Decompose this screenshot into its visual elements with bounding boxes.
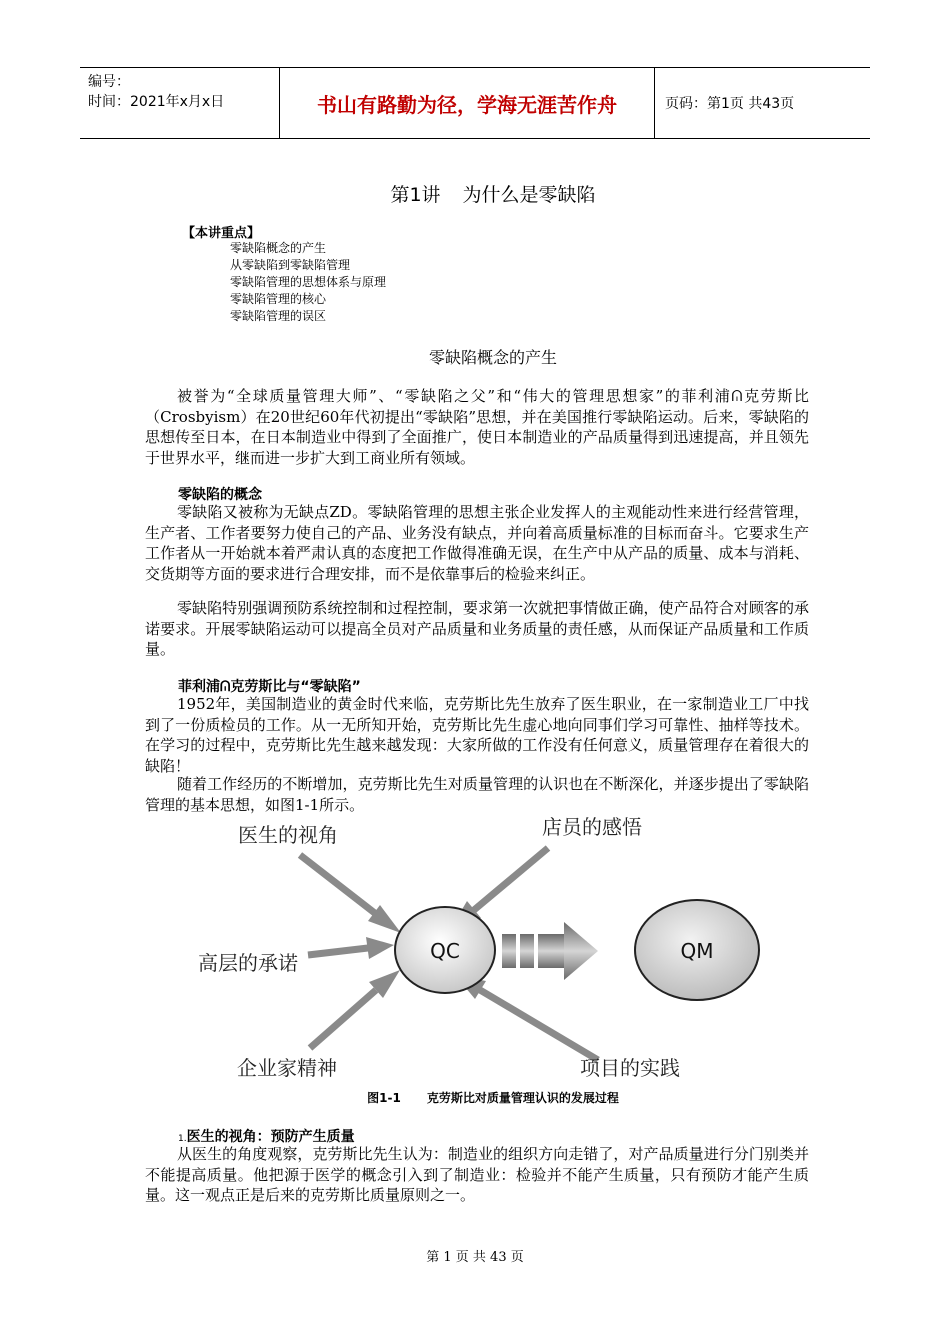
concept-heading: 零缺陷的概念	[178, 487, 262, 503]
lecture-name: 为什么是零缺陷	[462, 184, 596, 206]
label-doctor: 医生的视角	[238, 823, 338, 847]
qm-label: QM	[680, 939, 714, 963]
label-entrepreneur: 企业家精神	[237, 1056, 337, 1080]
lecture-title	[0, 180, 950, 207]
page-footer: 第 1 页 共 43 页	[426, 1250, 524, 1265]
page-header	[80, 67, 870, 139]
time-label: 时间：2021年x月x日	[88, 94, 225, 110]
arrow-entrepreneur	[310, 970, 400, 1048]
number-label: 编号：	[88, 74, 130, 90]
caption-number: 图1-1	[367, 1091, 401, 1105]
label-commitment: 高层的承诺	[198, 951, 298, 975]
arrow-practice	[455, 975, 598, 1060]
focus-label: 【本讲重点】	[182, 226, 261, 241]
doctor-heading-number: 1.	[178, 1134, 187, 1144]
concept-paragraph-1: 零缺陷又被称为无缺点ZD。零缺陷管理的思想主张企业发挥人的主观能动性来进行经营管理，生产者、工作者要努力使自己的产品、业务没有缺点，并向着高质量标准的目标而奋斗。它要求生产工作者从一开始就本着严肃认真的态度把工作做得准确无误，在生产中从产品的质量、成本与消耗、交货期等方面的要求进行合理安排，而不是依靠事后的检验来纠正。	[145, 503, 809, 583]
focus-item: 零缺陷管理的核心	[230, 292, 327, 306]
arrow-doctor	[300, 855, 401, 933]
qc-label: QC	[430, 939, 460, 963]
transition-arrow	[502, 922, 598, 980]
header-meta	[80, 68, 280, 138]
focus-item: 零缺陷管理的误区	[230, 309, 327, 323]
arrow-commitment	[308, 937, 394, 959]
caption-text: 克劳斯比对质量管理认识的发展过程	[426, 1091, 619, 1105]
header-page-info: 页码：第1页 共43页	[665, 96, 795, 112]
label-practice: 项目的实践	[580, 1056, 680, 1080]
concept-paragraph-2: 零缺陷特别强调预防系统控制和过程控制，要求第一次就把事情做正确，使产品符合对顾客的承诺要求。开展零缺陷运动可以提高全员对产品质量和业务质量的责任感，从而保证产品质量和工作质量。	[145, 599, 809, 658]
label-clerk: 店员的感悟	[542, 815, 642, 839]
figure-diagram	[180, 810, 780, 1085]
focus-item: 零缺陷概念的产生	[230, 241, 327, 255]
doctor-heading	[178, 1126, 355, 1146]
focus-list	[230, 240, 386, 325]
intro-paragraph: 被誉为“全球质量管理大师”、“零缺陷之父”和“伟大的管理思想家”的菲利浦ᕬ克劳斯比（Crosbyism）在20世纪60年代初提出“零缺陷”思想，并在美国推行零缺陷运动。后来，零缺陷的思想传至日本，在日本制造业中得到了全面推广，使日本制造业的产品质量得到迅速提高，并且领先于世界水平，继而进一步扩大到工商业所有领域。	[145, 387, 809, 467]
focus-item: 零缺陷管理的思想体系与原理	[230, 275, 387, 289]
doctor-paragraph: 从医生的角度观察，克劳斯比先生认为：制造业的组织方向走错了，对产品质量进行分门别类并不能提高质量。他把源于医学的概念引入到了制造业：检验并不能产生质量，只有预防才能产生质量。这一观点正是后来的克劳斯比质量原则之一。	[145, 1145, 809, 1204]
section-title: 零缺陷概念的产生	[428, 348, 557, 367]
focus-item: 从零缺陷到零缺陷管理	[230, 258, 351, 272]
crosby-heading: 菲利浦ᕬ克劳斯比与“零缺陷”	[178, 679, 361, 695]
lecture-number: 第1讲	[390, 184, 441, 206]
doctor-heading-text: 医生的视角：预防产生质量	[186, 1129, 355, 1145]
figure-caption	[0, 1089, 950, 1106]
crosby-paragraph-2: 随着工作经历的不断增加，克劳斯比先生对质量管理的认识也在不断深化，并逐步提出了零缺陷管理的基本思想，如图1-1所示。	[145, 775, 809, 814]
header-motto: 书山有路勤为径，学海无涯苦作舟	[280, 68, 655, 138]
crosby-paragraph-1: 1952年，美国制造业的黄金时代来临，克劳斯比先生放弃了医生职业，在一家制造业工厂中找到了一份质检员的工作。从一无所知开始，克劳斯比先生虚心地向同事们学习可靠性、抽样等技术。在学习的过程中，克劳斯比先生越来越发现：大家所做的工作没有任何意义，质量管理存在着很大的缺陷！	[145, 695, 809, 775]
